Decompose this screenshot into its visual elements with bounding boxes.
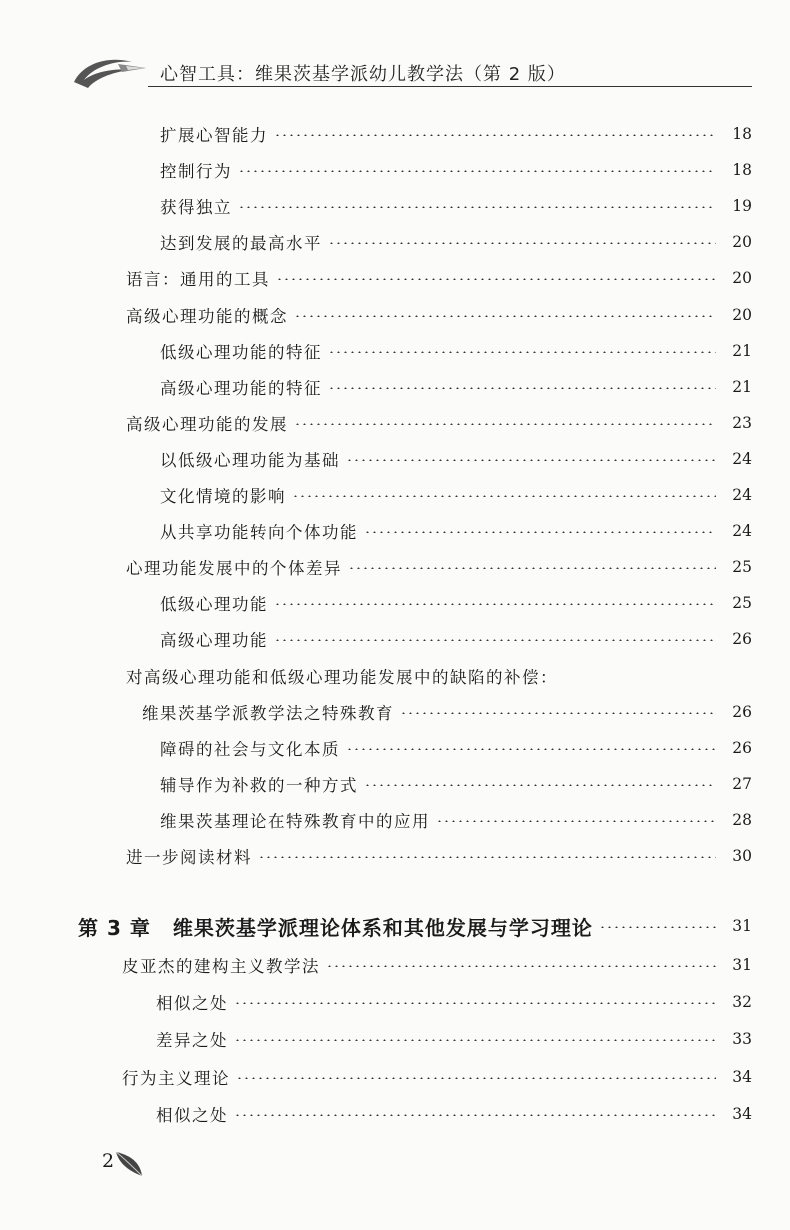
toc-entry-page: 24: [732, 522, 752, 541]
toc-entry-label: 高级心理功能的概念: [126, 306, 288, 326]
dot-leader: [326, 965, 716, 967]
toc-entry-label: 对高级心理功能和低级心理功能发展中的缺陷的补偿：: [126, 667, 558, 687]
dot-leader: [292, 495, 716, 497]
dot-leader: [364, 531, 716, 533]
toc-entry-label: 维果茨基学派教学法之特殊教育: [142, 703, 394, 723]
toc-entry-label: 扩展心智能力: [160, 126, 268, 145]
toc-entry-page: 18: [732, 125, 752, 143]
toc-entry-label: 心理功能发展中的个体差异: [126, 559, 342, 579]
toc-entry-label: 相似之处: [156, 994, 228, 1014]
toc-entry-page: 26: [732, 630, 752, 649]
chapter-title: 维果茨基学派理论体系和其他发展与学习理论: [172, 915, 593, 940]
toc-entry-label: 获得独立: [160, 198, 232, 218]
toc-entry-page: 33: [732, 1030, 752, 1049]
toc-entry-page: 20: [732, 305, 752, 324]
toc-entry: [160, 769, 752, 799]
toc-entry: [160, 733, 752, 763]
toc-entry: [160, 372, 752, 402]
toc-entry-page: 31: [732, 956, 752, 974]
toc-entry: [122, 950, 752, 980]
dot-leader: [236, 1077, 716, 1079]
dot-leader: [274, 134, 716, 136]
toc-entry: [160, 155, 752, 185]
chapter-heading: [78, 910, 752, 942]
dot-leader: [238, 170, 716, 172]
toc-entry: [126, 661, 752, 691]
toc-entry: [160, 119, 752, 149]
toc-entry: [160, 444, 752, 474]
dot-leader: [274, 639, 716, 641]
toc-entry: [160, 336, 752, 366]
toc-entry: [126, 263, 752, 293]
toc-entry-label: 低级心理功能: [160, 595, 268, 615]
toc-entry: [160, 805, 752, 835]
dot-leader: [364, 784, 716, 786]
toc-entry-page: 18: [732, 161, 752, 180]
toc-entry-label: 达到发展的最高水平: [160, 234, 322, 254]
toc-entry: [156, 987, 752, 1017]
toc-entry: [122, 1062, 752, 1092]
toc-entry-page: 32: [732, 993, 752, 1012]
toc-entry-label: 差异之处: [156, 1031, 228, 1051]
toc-entry-page: 20: [732, 233, 752, 252]
dot-leader: [294, 423, 716, 425]
toc-entry-page: 21: [732, 341, 752, 360]
dot-leader: [400, 712, 716, 714]
dot-leader: [328, 387, 716, 389]
dot-leader: [234, 1039, 716, 1041]
toc-entry-page: 26: [732, 702, 752, 721]
toc-entry-page: 21: [732, 377, 752, 396]
dot-leader: [238, 206, 716, 208]
toc-entry-label: 高级心理功能的特征: [160, 378, 322, 398]
toc-entry-page: 24: [732, 449, 752, 468]
toc-entry-page: 19: [732, 197, 752, 216]
chapter-number: 第 3 章: [78, 915, 151, 940]
toc-entry-label: 语言：通用的工具: [126, 270, 270, 290]
toc-entry: [160, 227, 752, 257]
toc-entry: [160, 191, 752, 221]
toc-entry: [126, 300, 752, 330]
toc-entry-page: 34: [732, 1104, 752, 1123]
toc-entry-page: 23: [732, 413, 752, 432]
toc-entry: [126, 552, 752, 582]
toc-entry-page: 20: [732, 269, 752, 288]
page-number: 2: [102, 1150, 115, 1172]
header-rule: [148, 86, 752, 87]
toc-entry-page: 28: [732, 810, 752, 829]
dot-leader: [328, 242, 716, 244]
dot-leader: [294, 315, 716, 317]
toc-entry-label: 高级心理功能的发展: [126, 414, 288, 434]
toc-entry: [160, 516, 752, 546]
dot-leader: [328, 351, 716, 353]
toc-entry-label: 从共享功能转向个体功能: [160, 523, 358, 543]
toc-entry-label: 高级心理功能: [160, 631, 268, 651]
dot-leader: [599, 926, 716, 928]
toc-entry-label: 障碍的社会与文化本质: [160, 739, 340, 759]
leaf-icon: [114, 1148, 144, 1178]
toc-entry-label: 相似之处: [156, 1105, 228, 1125]
toc-entry-page: 30: [732, 847, 752, 865]
toc-entry-label: 皮亚杰的建构主义教学法: [122, 957, 320, 976]
toc-entry-label: 以低级心理功能为基础: [160, 450, 340, 470]
toc-entry-label: 进一步阅读材料: [126, 848, 252, 867]
dot-leader: [258, 856, 716, 858]
toc-entry-label: 行为主义理论: [122, 1068, 230, 1088]
dot-leader: [276, 278, 716, 280]
toc-entry: [156, 1099, 752, 1129]
toc-entry-page: 27: [732, 774, 752, 793]
toc-entry: [126, 841, 752, 871]
toc-entry: [160, 588, 752, 618]
toc-entry: [160, 480, 752, 510]
toc-entry: [156, 1024, 752, 1054]
dot-leader: [234, 1114, 716, 1116]
toc-entry-page: 25: [732, 558, 752, 577]
toc-entry: [142, 697, 752, 727]
chapter-page: 31: [732, 917, 752, 935]
dot-leader: [436, 820, 716, 822]
dot-leader: [348, 567, 716, 569]
header-title: 心智工具：维果茨基学派幼儿教学法（第 2 版）: [160, 64, 566, 85]
toc-entry-page: 24: [732, 486, 752, 504]
dot-leader: [346, 748, 716, 750]
running-header: [70, 52, 752, 92]
toc-entry: [126, 408, 752, 438]
dot-leader: [234, 1002, 716, 1004]
toc-entry-page: 26: [732, 738, 752, 757]
toc-entry: [160, 624, 752, 654]
dot-leader: [346, 459, 716, 461]
toc-entry-page: 25: [732, 594, 752, 613]
toc-entry-label: 文化情境的影响: [160, 487, 286, 506]
toc-entry-page: 34: [732, 1067, 752, 1086]
toc-entry-label: 低级心理功能的特征: [160, 342, 322, 362]
toc-entry-label: 控制行为: [160, 162, 232, 182]
toc-entry-label: 辅导作为补救的一种方式: [160, 775, 358, 795]
dot-leader: [274, 603, 716, 605]
swoosh-logo-icon: [70, 52, 150, 90]
toc-entry-label: 维果茨基理论在特殊教育中的应用: [160, 811, 430, 831]
